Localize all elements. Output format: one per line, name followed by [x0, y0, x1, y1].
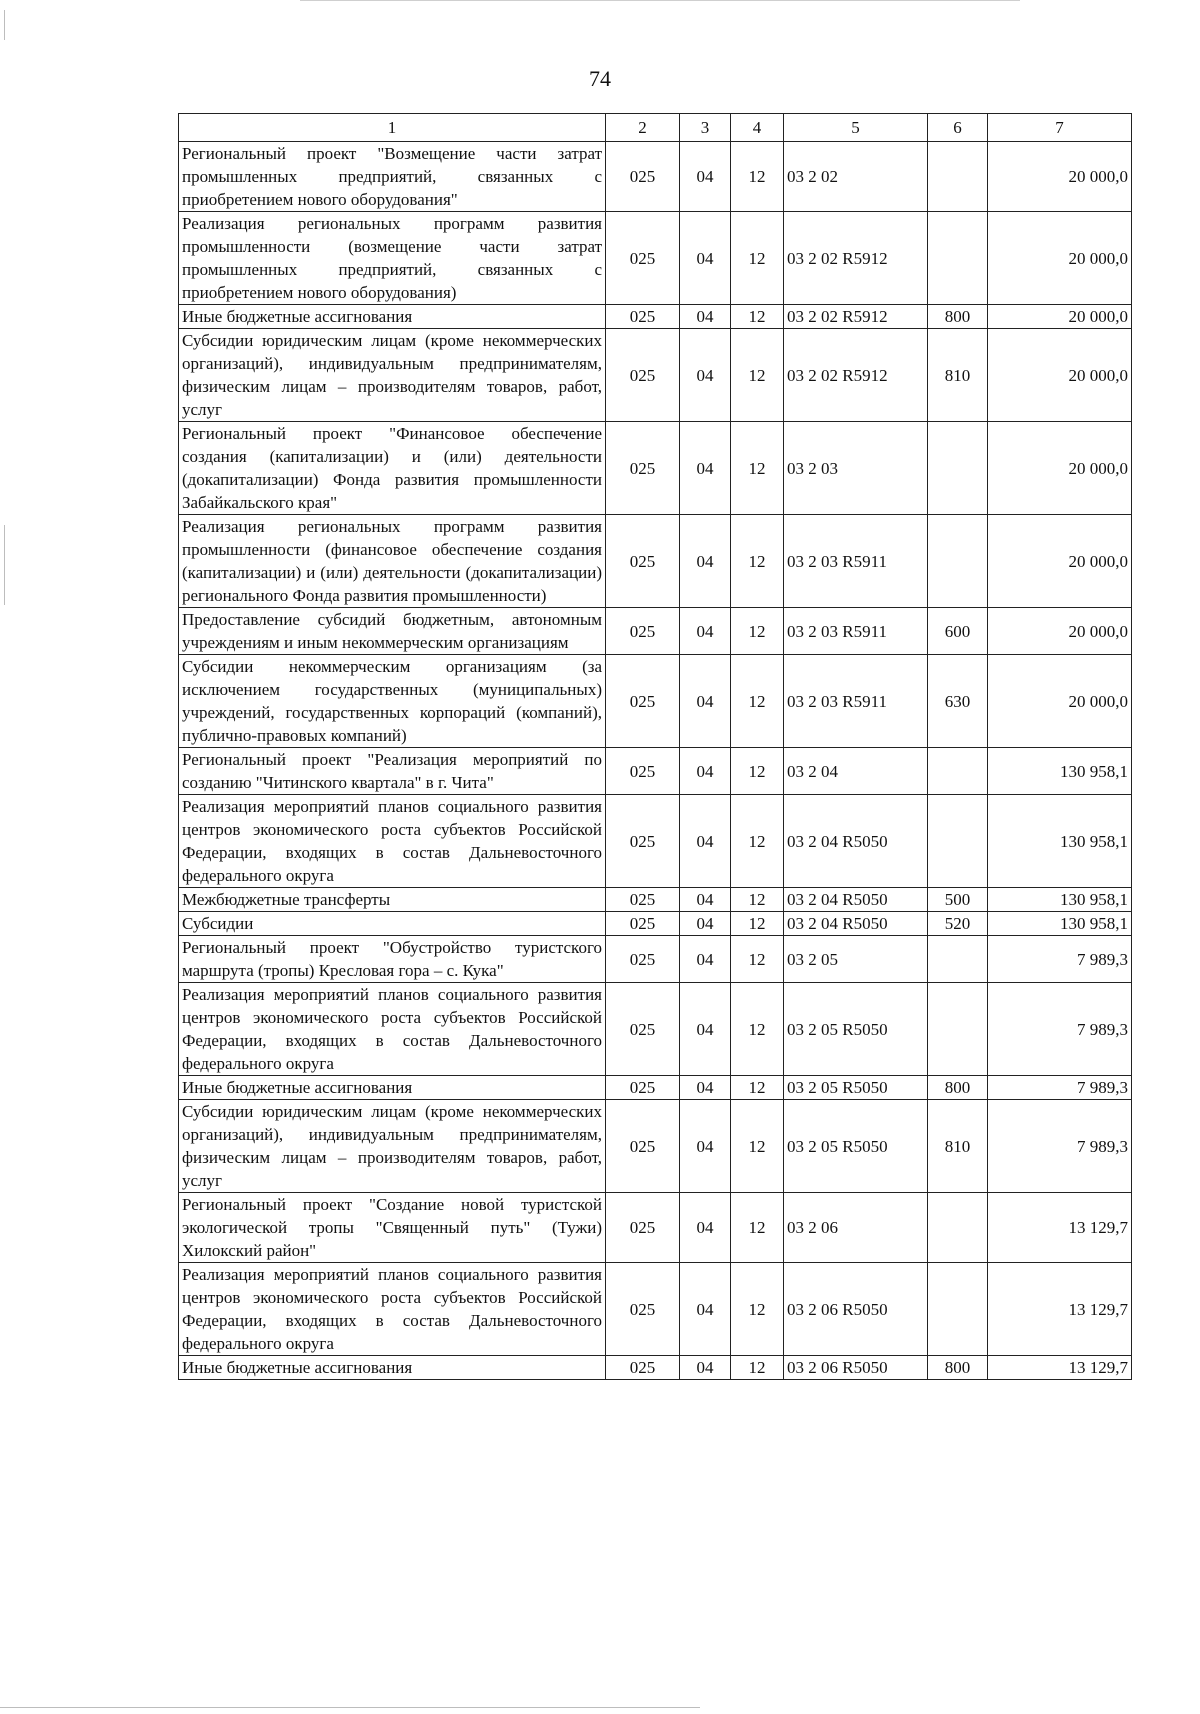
cell-expense-type: 800 — [928, 1076, 988, 1100]
cell-subsection: 12 — [731, 1356, 784, 1380]
cell-amount: 130 958,1 — [988, 912, 1132, 936]
cell-expense-type: 810 — [928, 1100, 988, 1193]
cell-amount: 20 000,0 — [988, 212, 1132, 305]
header-col-1: 1 — [179, 114, 606, 142]
cell-target-article: 03 2 03 — [784, 422, 928, 515]
cell-expense-type: 520 — [928, 912, 988, 936]
cell-amount: 20 000,0 — [988, 305, 1132, 329]
table-row — [179, 1076, 1132, 1100]
cell-section: 04 — [680, 795, 731, 888]
table-row — [179, 795, 1132, 888]
header-col-7: 7 — [988, 114, 1132, 142]
table-row — [179, 608, 1132, 655]
cell-admin-code: 025 — [606, 142, 680, 212]
cell-subsection: 12 — [731, 515, 784, 608]
cell-amount: 20 000,0 — [988, 515, 1132, 608]
cell-name: Региональный проект "Реализация мероприятий по созданию "Читинского квартала" в г. Чита" — [179, 748, 606, 795]
cell-section: 04 — [680, 515, 731, 608]
scan-mark-left — [4, 10, 5, 40]
table-row — [179, 888, 1132, 912]
cell-amount: 20 000,0 — [988, 655, 1132, 748]
table-row — [179, 912, 1132, 936]
table-row — [179, 515, 1132, 608]
cell-subsection: 12 — [731, 608, 784, 655]
table-row — [179, 983, 1132, 1076]
cell-expense-type: 810 — [928, 329, 988, 422]
cell-admin-code: 025 — [606, 748, 680, 795]
cell-subsection: 12 — [731, 1263, 784, 1356]
table-body — [179, 142, 1132, 1380]
cell-section: 04 — [680, 142, 731, 212]
cell-subsection: 12 — [731, 305, 784, 329]
cell-subsection: 12 — [731, 748, 784, 795]
cell-subsection: 12 — [731, 329, 784, 422]
cell-amount: 7 989,3 — [988, 983, 1132, 1076]
cell-name: Реализация региональных программ развития промышленности (финансовое обеспечение создания (капитализации) и (или) деятельности (докапитализации) регионального Фонда развития промышленности) — [179, 515, 606, 608]
cell-subsection: 12 — [731, 795, 784, 888]
budget-table — [178, 113, 1132, 1380]
cell-section: 04 — [680, 655, 731, 748]
scan-edge-top — [300, 0, 1020, 1]
cell-admin-code: 025 — [606, 888, 680, 912]
table-row — [179, 1356, 1132, 1380]
cell-target-article: 03 2 02 R5912 — [784, 212, 928, 305]
cell-admin-code: 025 — [606, 1263, 680, 1356]
cell-amount: 20 000,0 — [988, 329, 1132, 422]
cell-admin-code: 025 — [606, 1100, 680, 1193]
cell-target-article: 03 2 05 R5050 — [784, 1076, 928, 1100]
cell-amount: 7 989,3 — [988, 936, 1132, 983]
cell-name: Реализация мероприятий планов социального развития центров экономического роста субъектов Российской Федерации, входящих в состав Дальневосточного федерального округа — [179, 983, 606, 1076]
header-col-2: 2 — [606, 114, 680, 142]
cell-subsection: 12 — [731, 936, 784, 983]
table-row — [179, 422, 1132, 515]
cell-target-article: 03 2 05 R5050 — [784, 1100, 928, 1193]
cell-target-article: 03 2 06 R5050 — [784, 1263, 928, 1356]
cell-target-article: 03 2 04 R5050 — [784, 795, 928, 888]
cell-target-article: 03 2 03 R5911 — [784, 515, 928, 608]
cell-section: 04 — [680, 212, 731, 305]
cell-name: Субсидии — [179, 912, 606, 936]
cell-admin-code: 025 — [606, 515, 680, 608]
header-col-6: 6 — [928, 114, 988, 142]
cell-expense-type — [928, 1263, 988, 1356]
cell-section: 04 — [680, 1076, 731, 1100]
cell-target-article: 03 2 03 R5911 — [784, 655, 928, 748]
table-row — [179, 748, 1132, 795]
cell-expense-type — [928, 748, 988, 795]
table-row — [179, 1263, 1132, 1356]
cell-target-article: 03 2 02 — [784, 142, 928, 212]
cell-name: Межбюджетные трансферты — [179, 888, 606, 912]
cell-subsection: 12 — [731, 212, 784, 305]
cell-subsection: 12 — [731, 142, 784, 212]
cell-name: Реализация мероприятий планов социального развития центров экономического роста субъектов Российской Федерации, входящих в состав Дальневосточного федерального округа — [179, 795, 606, 888]
cell-section: 04 — [680, 305, 731, 329]
cell-amount: 13 129,7 — [988, 1193, 1132, 1263]
cell-section: 04 — [680, 888, 731, 912]
cell-target-article: 03 2 06 R5050 — [784, 1356, 928, 1380]
cell-name: Субсидии юридическим лицам (кроме некоммерческих организаций), индивидуальным предпринимателям, физическим лицам – производителям товаров, работ, услуг — [179, 329, 606, 422]
page-number: 74 — [589, 66, 611, 91]
cell-name: Субсидии некоммерческим организациям (за исключением государственных (муниципальных) учреждений, государственных корпораций (компаний), публично-правовых компаний) — [179, 655, 606, 748]
cell-admin-code: 025 — [606, 983, 680, 1076]
cell-subsection: 12 — [731, 1076, 784, 1100]
scan-mark-left — [4, 525, 5, 605]
cell-subsection: 12 — [731, 422, 784, 515]
cell-admin-code: 025 — [606, 795, 680, 888]
cell-name: Реализация региональных программ развития промышленности (возмещение части затрат промышленных предприятий, связанных с приобретением нового оборудования) — [179, 212, 606, 305]
cell-section: 04 — [680, 912, 731, 936]
cell-expense-type: 600 — [928, 608, 988, 655]
cell-section: 04 — [680, 936, 731, 983]
cell-name: Иные бюджетные ассигнования — [179, 1076, 606, 1100]
cell-amount: 13 129,7 — [988, 1356, 1132, 1380]
table-row — [179, 329, 1132, 422]
cell-section: 04 — [680, 983, 731, 1076]
header-col-5: 5 — [784, 114, 928, 142]
cell-expense-type — [928, 983, 988, 1076]
cell-amount: 20 000,0 — [988, 608, 1132, 655]
cell-name: Региональный проект "Создание новой туристской экологической тропы "Священный путь" (Тужи) Хилокский район" — [179, 1193, 606, 1263]
cell-section: 04 — [680, 1193, 731, 1263]
cell-expense-type — [928, 1193, 988, 1263]
cell-amount: 7 989,3 — [988, 1100, 1132, 1193]
table-row — [179, 142, 1132, 212]
cell-expense-type: 500 — [928, 888, 988, 912]
cell-section: 04 — [680, 608, 731, 655]
header-col-3: 3 — [680, 114, 731, 142]
cell-target-article: 03 2 04 R5050 — [784, 912, 928, 936]
cell-admin-code: 025 — [606, 1356, 680, 1380]
cell-expense-type: 630 — [928, 655, 988, 748]
cell-subsection: 12 — [731, 912, 784, 936]
table-row — [179, 1193, 1132, 1263]
cell-section: 04 — [680, 1263, 731, 1356]
cell-admin-code: 025 — [606, 422, 680, 515]
cell-admin-code: 025 — [606, 1193, 680, 1263]
table-row — [179, 936, 1132, 983]
table-row — [179, 655, 1132, 748]
cell-section: 04 — [680, 329, 731, 422]
cell-name: Субсидии юридическим лицам (кроме некоммерческих организаций), индивидуальным предпринимателям, физическим лицам – производителям товаров, работ, услуг — [179, 1100, 606, 1193]
cell-admin-code: 025 — [606, 608, 680, 655]
table-row — [179, 305, 1132, 329]
cell-target-article: 03 2 05 R5050 — [784, 983, 928, 1076]
cell-section: 04 — [680, 1100, 731, 1193]
cell-name: Региональный проект "Возмещение части затрат промышленных предприятий, связанных с приобретением нового оборудования" — [179, 142, 606, 212]
table-row — [179, 1100, 1132, 1193]
cell-section: 04 — [680, 422, 731, 515]
cell-subsection: 12 — [731, 983, 784, 1076]
cell-target-article: 03 2 04 — [784, 748, 928, 795]
cell-expense-type — [928, 422, 988, 515]
cell-admin-code: 025 — [606, 936, 680, 983]
cell-expense-type: 800 — [928, 1356, 988, 1380]
cell-amount: 130 958,1 — [988, 795, 1132, 888]
cell-expense-type — [928, 142, 988, 212]
cell-target-article: 03 2 05 — [784, 936, 928, 983]
cell-subsection: 12 — [731, 655, 784, 748]
cell-section: 04 — [680, 1356, 731, 1380]
cell-admin-code: 025 — [606, 329, 680, 422]
cell-target-article: 03 2 04 R5050 — [784, 888, 928, 912]
cell-amount: 7 989,3 — [988, 1076, 1132, 1100]
cell-expense-type — [928, 212, 988, 305]
cell-amount: 13 129,7 — [988, 1263, 1132, 1356]
cell-target-article: 03 2 06 — [784, 1193, 928, 1263]
cell-name: Иные бюджетные ассигнования — [179, 1356, 606, 1380]
cell-expense-type — [928, 936, 988, 983]
cell-name: Региональный проект "Финансовое обеспечение создания (капитализации) и (или) деятельности (докапитализации) Фонда развития промышленности Забайкальского края" — [179, 422, 606, 515]
table-row — [179, 212, 1132, 305]
cell-section: 04 — [680, 748, 731, 795]
cell-subsection: 12 — [731, 1193, 784, 1263]
cell-admin-code: 025 — [606, 212, 680, 305]
scan-edge-bottom — [0, 1707, 700, 1708]
cell-amount: 20 000,0 — [988, 422, 1132, 515]
cell-amount: 20 000,0 — [988, 142, 1132, 212]
cell-expense-type — [928, 795, 988, 888]
cell-name: Предоставление субсидий бюджетным, автономным учреждениям и иным некоммерческим организациям — [179, 608, 606, 655]
cell-expense-type — [928, 515, 988, 608]
cell-subsection: 12 — [731, 888, 784, 912]
cell-admin-code: 025 — [606, 655, 680, 748]
header-col-4: 4 — [731, 114, 784, 142]
cell-admin-code: 025 — [606, 912, 680, 936]
cell-amount: 130 958,1 — [988, 888, 1132, 912]
cell-name: Иные бюджетные ассигнования — [179, 305, 606, 329]
cell-name: Региональный проект "Обустройство туристского маршрута (тропы) Кресловая гора – с. Кука" — [179, 936, 606, 983]
header-row — [179, 114, 1132, 142]
cell-subsection: 12 — [731, 1100, 784, 1193]
cell-admin-code: 025 — [606, 305, 680, 329]
cell-amount: 130 958,1 — [988, 748, 1132, 795]
cell-target-article: 03 2 03 R5911 — [784, 608, 928, 655]
cell-admin-code: 025 — [606, 1076, 680, 1100]
cell-target-article: 03 2 02 R5912 — [784, 305, 928, 329]
cell-target-article: 03 2 02 R5912 — [784, 329, 928, 422]
cell-name: Реализация мероприятий планов социального развития центров экономического роста субъектов Российской Федерации, входящих в состав Дальневосточного федерального округа — [179, 1263, 606, 1356]
cell-expense-type: 800 — [928, 305, 988, 329]
